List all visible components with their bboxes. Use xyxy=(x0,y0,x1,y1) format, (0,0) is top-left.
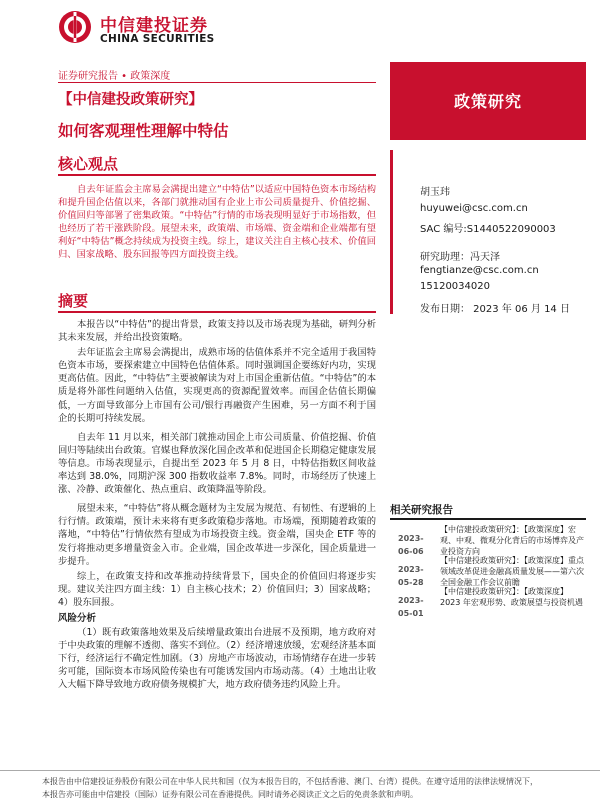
publish-date: 发布日期： 2023 年 06 月 14 日 xyxy=(420,304,570,315)
assistant-name: 研究助理：冯天泽 xyxy=(420,252,500,263)
core-view-text: 自去年证监会主席易会满提出建立“中特估”以适应中国特色资本市场结构和提升国企估值以来，各部门就推动国有企业上市公司质量提升、价值挖掘、价值回归等部署了密集政策。“中特估”行情的市场表现明显好于市场指数，但也经历了若干涨跌阶段。展望未来，政策端、市场端、资金端和企业端都有望利好“中特估”概念持续成为投资主线。综上，建议关注自主核心技术、价值回归、国家战略、股东回报等四方面投资主线。 xyxy=(58,184,376,260)
banner-label: 政策研究 xyxy=(453,92,522,111)
related-report-date: 2023-06-06 xyxy=(398,534,424,556)
report-title: 如何客观理性理解中特估 xyxy=(58,122,229,140)
related-report-title[interactable]: 【中信建投政策研究】：【政策深度】宏观、中观、微观分化背后的市场博弈及产业投资方向 xyxy=(440,525,584,556)
author-sac: SAC 编号:S1440522090003 xyxy=(420,224,556,235)
report-category: 证券研究报告 • 政策深度 xyxy=(58,71,171,82)
company-logo-icon xyxy=(58,10,92,44)
core-view-heading: 核心观点 xyxy=(58,155,119,173)
risk-heading: 风险分析 xyxy=(58,612,97,624)
related-report-title[interactable]: 【中信建投政策研究】：【政策深度】重点领域改革促进金融高质量发展——第六次全国金融工作会议前瞻 xyxy=(440,556,584,587)
abstract-paragraph: 本报告以“中特估”的提出背景，政策支持以及市场表现为基础，研判分析其未来发展，并给出投资策略。 xyxy=(58,319,376,344)
abstract-paragraph: 自去年 11 月以来，相关部门就推动国企上市公司质量、价值挖掘、价值回归等陆续出台政策。官媒也释放深化国企改革和促进国企长期稳定健康发展等信息。市场表现显示，自提出至 2023 年 5 月 8 日，中特估指数区间收益率达到 38.0%，同期沪深 300 指数收益率 7.8%。同时，市场经历了快速上涨、冷静、政策催化、热点重启、政策降温等阶段。 xyxy=(58,431,376,496)
abstract-heading: 摘要 xyxy=(58,292,89,310)
related-report-title[interactable]: 【中信建投政策研究】：【政策深度】2023 年宏观形势、政策展望与投资机遇 xyxy=(440,587,583,607)
footer-disclaimer: 本报告由中信建投证券股份有限公司在中华人民共和国（仅为本报告目的，不包括香港、澳门、台湾）提供。在遵守适用的法律法规情况下， xyxy=(42,777,538,786)
related-report-date: 2023-05-28 xyxy=(398,565,424,587)
assistant-email[interactable]: fengtianze@csc.com.cn xyxy=(420,265,539,276)
author-name: 胡玉玮 xyxy=(420,187,450,198)
divider xyxy=(58,82,376,83)
section-banner xyxy=(390,62,586,140)
abstract-paragraph: 去年证监会主席易会满提出，成熟市场的估值体系并不完全适用于我国特色资本市场，要探索建立中国特色估值体系。同时强调国企要练好内功，实现更高估值。因此，“中特估”主要被解读为对上市国企重新估值。“中特估”的本质是将外部性问题纳入估值，实现更高的资源配置效率。而国企估值长期偏低，一方面导致部分上市国有公司/银行再融资产生困难，另一方面不利于国企的长期可持续发展。 xyxy=(58,347,376,424)
abstract-paragraph: 展望未来，“中特估”将从概念题材为主发展为规范、有韧性、有逻辑的上行行情。政策端，预计未来将有更多政策稳步落地。市场端，预期随着政策的落地，“中特估”行情依然有望成为市场投资主线。资金端，国央企 ETF 等的发行将推动更多增量资金入市。企业端，国企改革进一步深化，国企质量进一步提升。 xyxy=(58,503,376,567)
author-email[interactable]: huyuwei@csc.com.cn xyxy=(420,203,528,214)
footer-disclaimer: 本报告亦可能由中信建投（国际）证券有限公司在香港提供。同时请务必阅读正文之后的免责条款和声明。 xyxy=(42,790,418,799)
related-report-item[interactable] xyxy=(390,582,586,618)
related-reports-heading: 相关研究报告 xyxy=(390,504,453,516)
assistant-phone: 15120034020 xyxy=(420,281,490,292)
related-report-date: 2023-05-01 xyxy=(398,596,424,618)
footer-divider xyxy=(0,770,600,771)
risk-text: （1）既有政策落地效果及后续增量政策出台进展不及预期，地方政府对于中央政策的理解不透彻、落实不到位。（2）经济增速放缓，宏观经济基本面下行，经济运行不确定性加剧。（3）房地产市场波动，市场情绪存在进一步转劣可能，国际资本市场风险传染也有可能诱发国内市场动荡。（4）土地出让收入大幅下降导致地方政府债务规模扩大，地方政府债务违约风险上升。 xyxy=(58,627,376,691)
author-accent-bar xyxy=(390,150,393,314)
brand-name-en: CHINA SECURITIES xyxy=(100,33,215,45)
series-title: 【中信建投政策研究】 xyxy=(58,92,203,108)
brand-name-cn: 中信建投证券 xyxy=(100,16,208,36)
divider xyxy=(58,311,376,313)
abstract-paragraph: 综上，在政策支持和改革推动持续背景下，国央企的价值回归将逐步实现。建议关注四方面主线：1）自主核心技术；2）价值回归；3）国家战略；4）股东回报。 xyxy=(58,570,376,608)
abstract-body xyxy=(58,318,376,694)
divider xyxy=(58,174,376,176)
